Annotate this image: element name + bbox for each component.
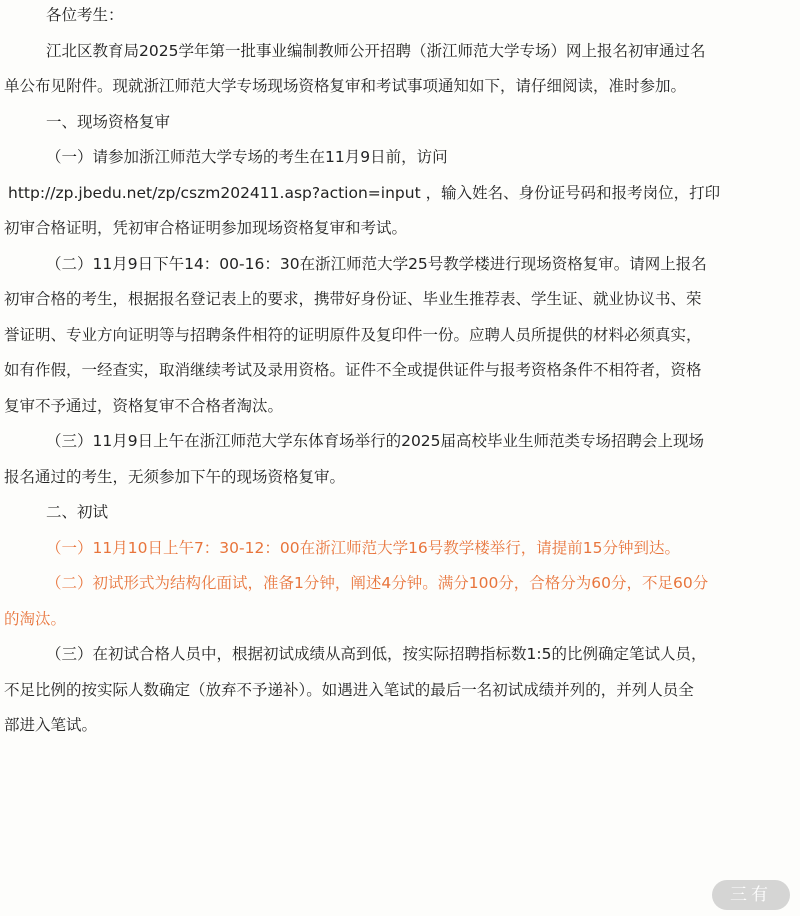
section-heading-exam	[4, 495, 794, 531]
exam-item-3-line-3: 部进入笔试。	[4, 716, 98, 734]
greeting	[4, 0, 794, 34]
intro-line-2: 单公布见附件。现就浙江师范大学专场现场资格复审和考试事项通知如下，请仔细阅读，准时参加。	[4, 77, 687, 95]
review-item-2-line-5: 复审不予通过，资格复审不合格者淘汰。	[4, 396, 284, 415]
review-item-1	[4, 140, 794, 247]
greeting-text: 各位考生：	[46, 6, 124, 24]
exam-item-3-line-2: 不足比例的按实际人数确定（放弃不予递补）。如遇进入笔试的最后一名初试成绩并列的，并列人员全	[4, 680, 694, 699]
section2-heading: 二、初试	[46, 503, 109, 521]
review-item-3	[4, 424, 794, 495]
review-item-1-line-3: 初审合格证明，凭初审合格证明参加现场资格复审和考试。	[4, 219, 408, 237]
review-item-2-line-1: （二）11月9日下午14：00-16：30在浙江师范大学25号教学楼进行现场资格复审。请网上报名	[46, 254, 707, 273]
review-item-1-line-1: （一）请参加浙江师范大学专场的考生在11月9日前，访问	[46, 148, 448, 166]
exam-item-3	[4, 637, 794, 744]
review-item-2-line-3: 誉证明、专业方向证明等与招聘条件相符的证明原件及复印件一份。应聘人员所提供的材料必须真实，	[4, 325, 702, 344]
exam-item-2	[4, 566, 794, 637]
intro-paragraph	[4, 34, 794, 105]
exam-item-1-line-1: （一）11月10日上午7：30-12：00在浙江师范大学16号教学楼举行，请提前15分钟到达。	[46, 538, 681, 557]
review-item-2-line-2: 初审合格的考生，根据报名登记表上的要求，携带好身份证、毕业生推荐表、学生证、就业协议书、荣	[4, 290, 702, 308]
review-item-3-line-1: （三）11月9日上午在浙江师范大学东体育场举行的2025届高校毕业生师范类专场招聘会上现场	[46, 432, 705, 450]
exam-item-3-line-1: （三）在初试合格人员中，根据初试成绩从高到低，按实际招聘指标数1:5的比例确定笔试人员，	[46, 645, 707, 663]
exam-item-2-line-1: （二）初试形式为结构化面试，准备1分钟，阐述4分钟。满分100分，合格分为60分，不足60分	[46, 574, 709, 592]
review-item-2	[4, 247, 794, 425]
exam-item-2-line-2: 的淘汰。	[4, 609, 67, 628]
exam-item-1	[4, 531, 794, 567]
review-item-2-line-4: 如有作假，一经查实，取消继续考试及录用资格。证件不全或提供证件与报考资格条件不相符者，资格	[4, 361, 702, 379]
review-item-1-line-2: http://zp.jbedu.net/zp/cszm202411.asp?action=input ，输入姓名、身份证号码和报考岗位，打印	[8, 183, 721, 202]
section1-heading: 一、现场资格复审	[46, 112, 171, 131]
review-item-3-line-2: 报名通过的考生，无须参加下午的现场资格复审。	[4, 467, 346, 486]
watermark-badge: 三有	[712, 880, 790, 910]
section-heading-review	[4, 105, 794, 141]
intro-line-1: 江北区教育局2025学年第一批事业编制教师公开招聘（浙江师范大学专场）网上报名初审通过名	[46, 41, 706, 60]
